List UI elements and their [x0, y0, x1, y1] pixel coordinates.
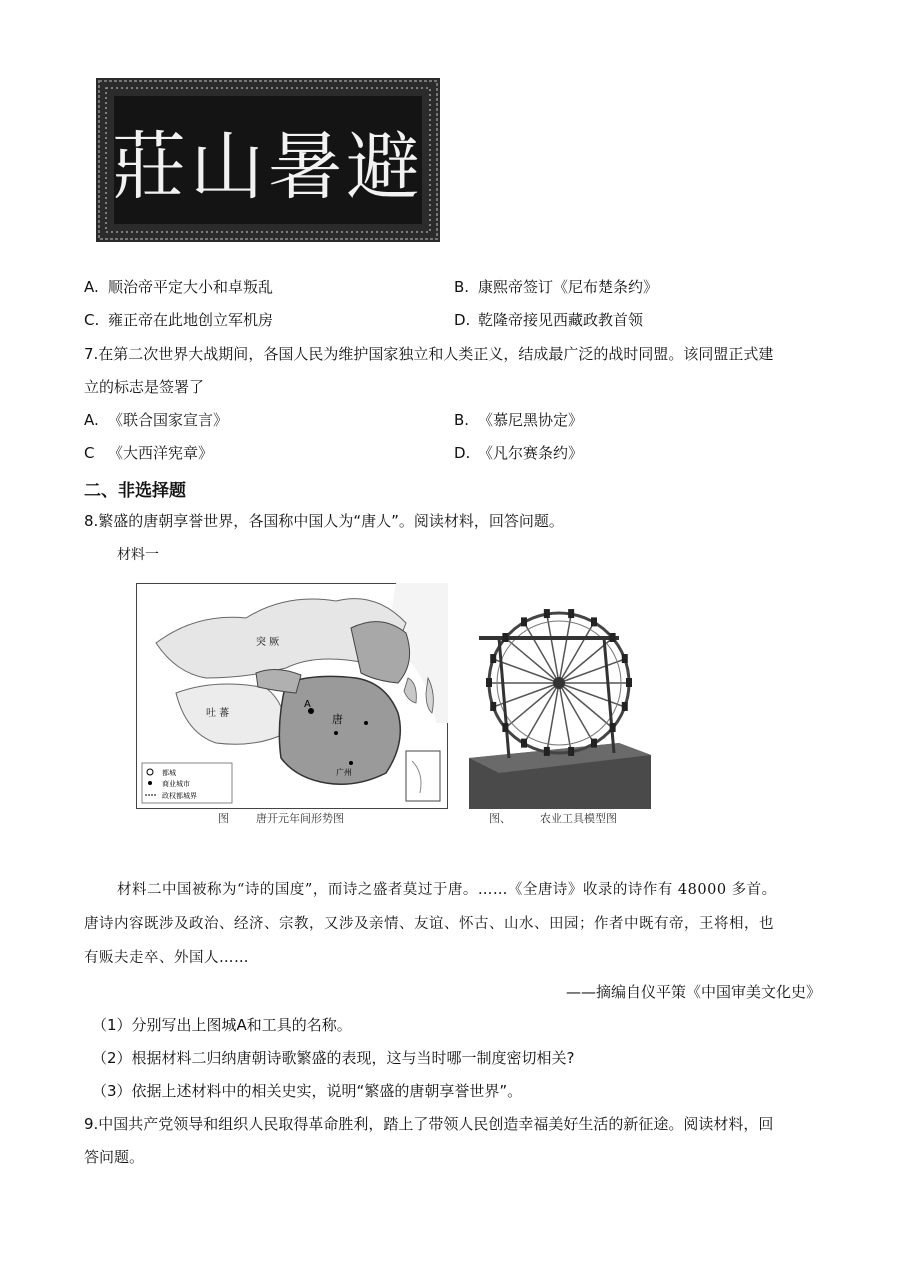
map-label-guangzhou: 广州 — [336, 768, 352, 777]
material2-line3: 有贩夫走卒、外国人…… — [84, 950, 249, 966]
material2-line2: 唐诗内容既涉及政治、经济、宗教，又涉及亲情、友谊、怀古、山水、田园；作者中既有帝，王将相，也 — [84, 916, 774, 932]
material2-line1: 材料二中国被称为“诗的国度”，而诗之盛者莫过于唐。……《全唐诗》收录的诗作有 48000 多首。 — [117, 882, 777, 898]
q6-option-a[interactable]: A. 顺治帝平定大小和卓叛乱 — [84, 278, 274, 296]
wheel-bucket — [591, 617, 597, 626]
q9-stem-line2: 答问题。 — [84, 1148, 145, 1166]
q7-option-b[interactable]: B. 《慕尼黑协定》 — [454, 411, 584, 429]
q7-option-c[interactable]: C 《大西洋宪章》 — [84, 444, 214, 462]
wheel-bucket — [521, 739, 527, 748]
wheel-bucket — [490, 654, 496, 663]
wheel-bucket — [490, 702, 496, 711]
map-caption: 唐开元年间形势图 — [256, 812, 344, 825]
wheel-bucket — [502, 633, 508, 642]
material2-source: ——摘编自仪平策《中国审美文化史》 — [565, 983, 821, 1001]
plaque-image — [96, 78, 440, 242]
wheel-bucket — [568, 609, 574, 618]
q8-sub1: （1）分别写出上图城A和工具的名称。 — [92, 1016, 352, 1034]
map-legend-city: 商业城市 — [162, 780, 190, 788]
tool-caption: 农业工具模型图 — [540, 812, 617, 825]
wheel-bucket — [591, 739, 597, 748]
map-label-tubo: 吐 蕃 — [206, 708, 230, 719]
wheel-bucket — [502, 723, 508, 732]
map-label-a: A — [304, 699, 311, 710]
wheel-bucket — [610, 633, 616, 642]
wheel-bucket — [622, 702, 628, 711]
q7-stem-line1: 7.在第二次世界大战期间，各国人民为维护国家独立和人类正义，结成最广泛的战时同盟。该同盟正式建 — [84, 345, 774, 363]
tool-caption-prefix: 图、 — [489, 812, 511, 825]
map-legend-capital: 都城 — [162, 769, 176, 777]
q8-intro: 8.繁盛的唐朝享誉世界，各国称中国人为“唐人”。阅读材料，回答问题。 — [84, 512, 564, 530]
q6-option-d[interactable]: D. 乾隆帝接见西藏政教首领 — [454, 311, 644, 329]
q7-option-a[interactable]: A. 《联合国家宣言》 — [84, 411, 229, 429]
wheel-bucket — [626, 678, 632, 687]
q8-sub3: （3）依据上述材料中的相关史实，说明“繁盛的唐朝享誉世界”。 — [92, 1082, 523, 1100]
map-label-tang: 唐 — [332, 713, 343, 726]
map-caption-prefix: 图 — [218, 812, 229, 825]
wheel-bucket — [486, 678, 492, 687]
q7-option-d[interactable]: D. 《凡尔赛条约》 — [454, 444, 584, 462]
wheel-bucket — [544, 609, 550, 618]
plaque-text: 莊山暑避 — [112, 124, 424, 210]
tang-map-figure — [136, 583, 448, 809]
q7-stem-line2: 立的标志是签署了 — [84, 378, 205, 396]
section-heading: 二、非选择题 — [84, 481, 186, 501]
map-legend-border: 政权都城界 — [162, 792, 197, 800]
material1-label: 材料一 — [117, 547, 159, 563]
q8-sub2: （2）根据材料二归纳唐朝诗歌繁盛的表现，这与当时哪一制度密切相关? — [92, 1049, 575, 1067]
wheel-bucket — [568, 747, 574, 756]
q6-option-c[interactable]: C. 雍正帝在此地创立军机房 — [84, 311, 274, 329]
map-label-tujue: 突 厥 — [256, 637, 280, 648]
waterwheel-figure — [469, 583, 651, 809]
wheel-bucket — [521, 617, 527, 626]
q6-option-b[interactable]: B. 康熙帝签订《尼布楚条约》 — [454, 278, 659, 296]
wheel-bucket — [544, 747, 550, 756]
wheel-bucket — [610, 723, 616, 732]
q9-stem-line1: 9.中国共产党领导和组织人民取得革命胜利，踏上了带领人民创造幸福美好生活的新征途。阅读材料，回 — [84, 1115, 774, 1133]
wheel-bucket — [622, 654, 628, 663]
